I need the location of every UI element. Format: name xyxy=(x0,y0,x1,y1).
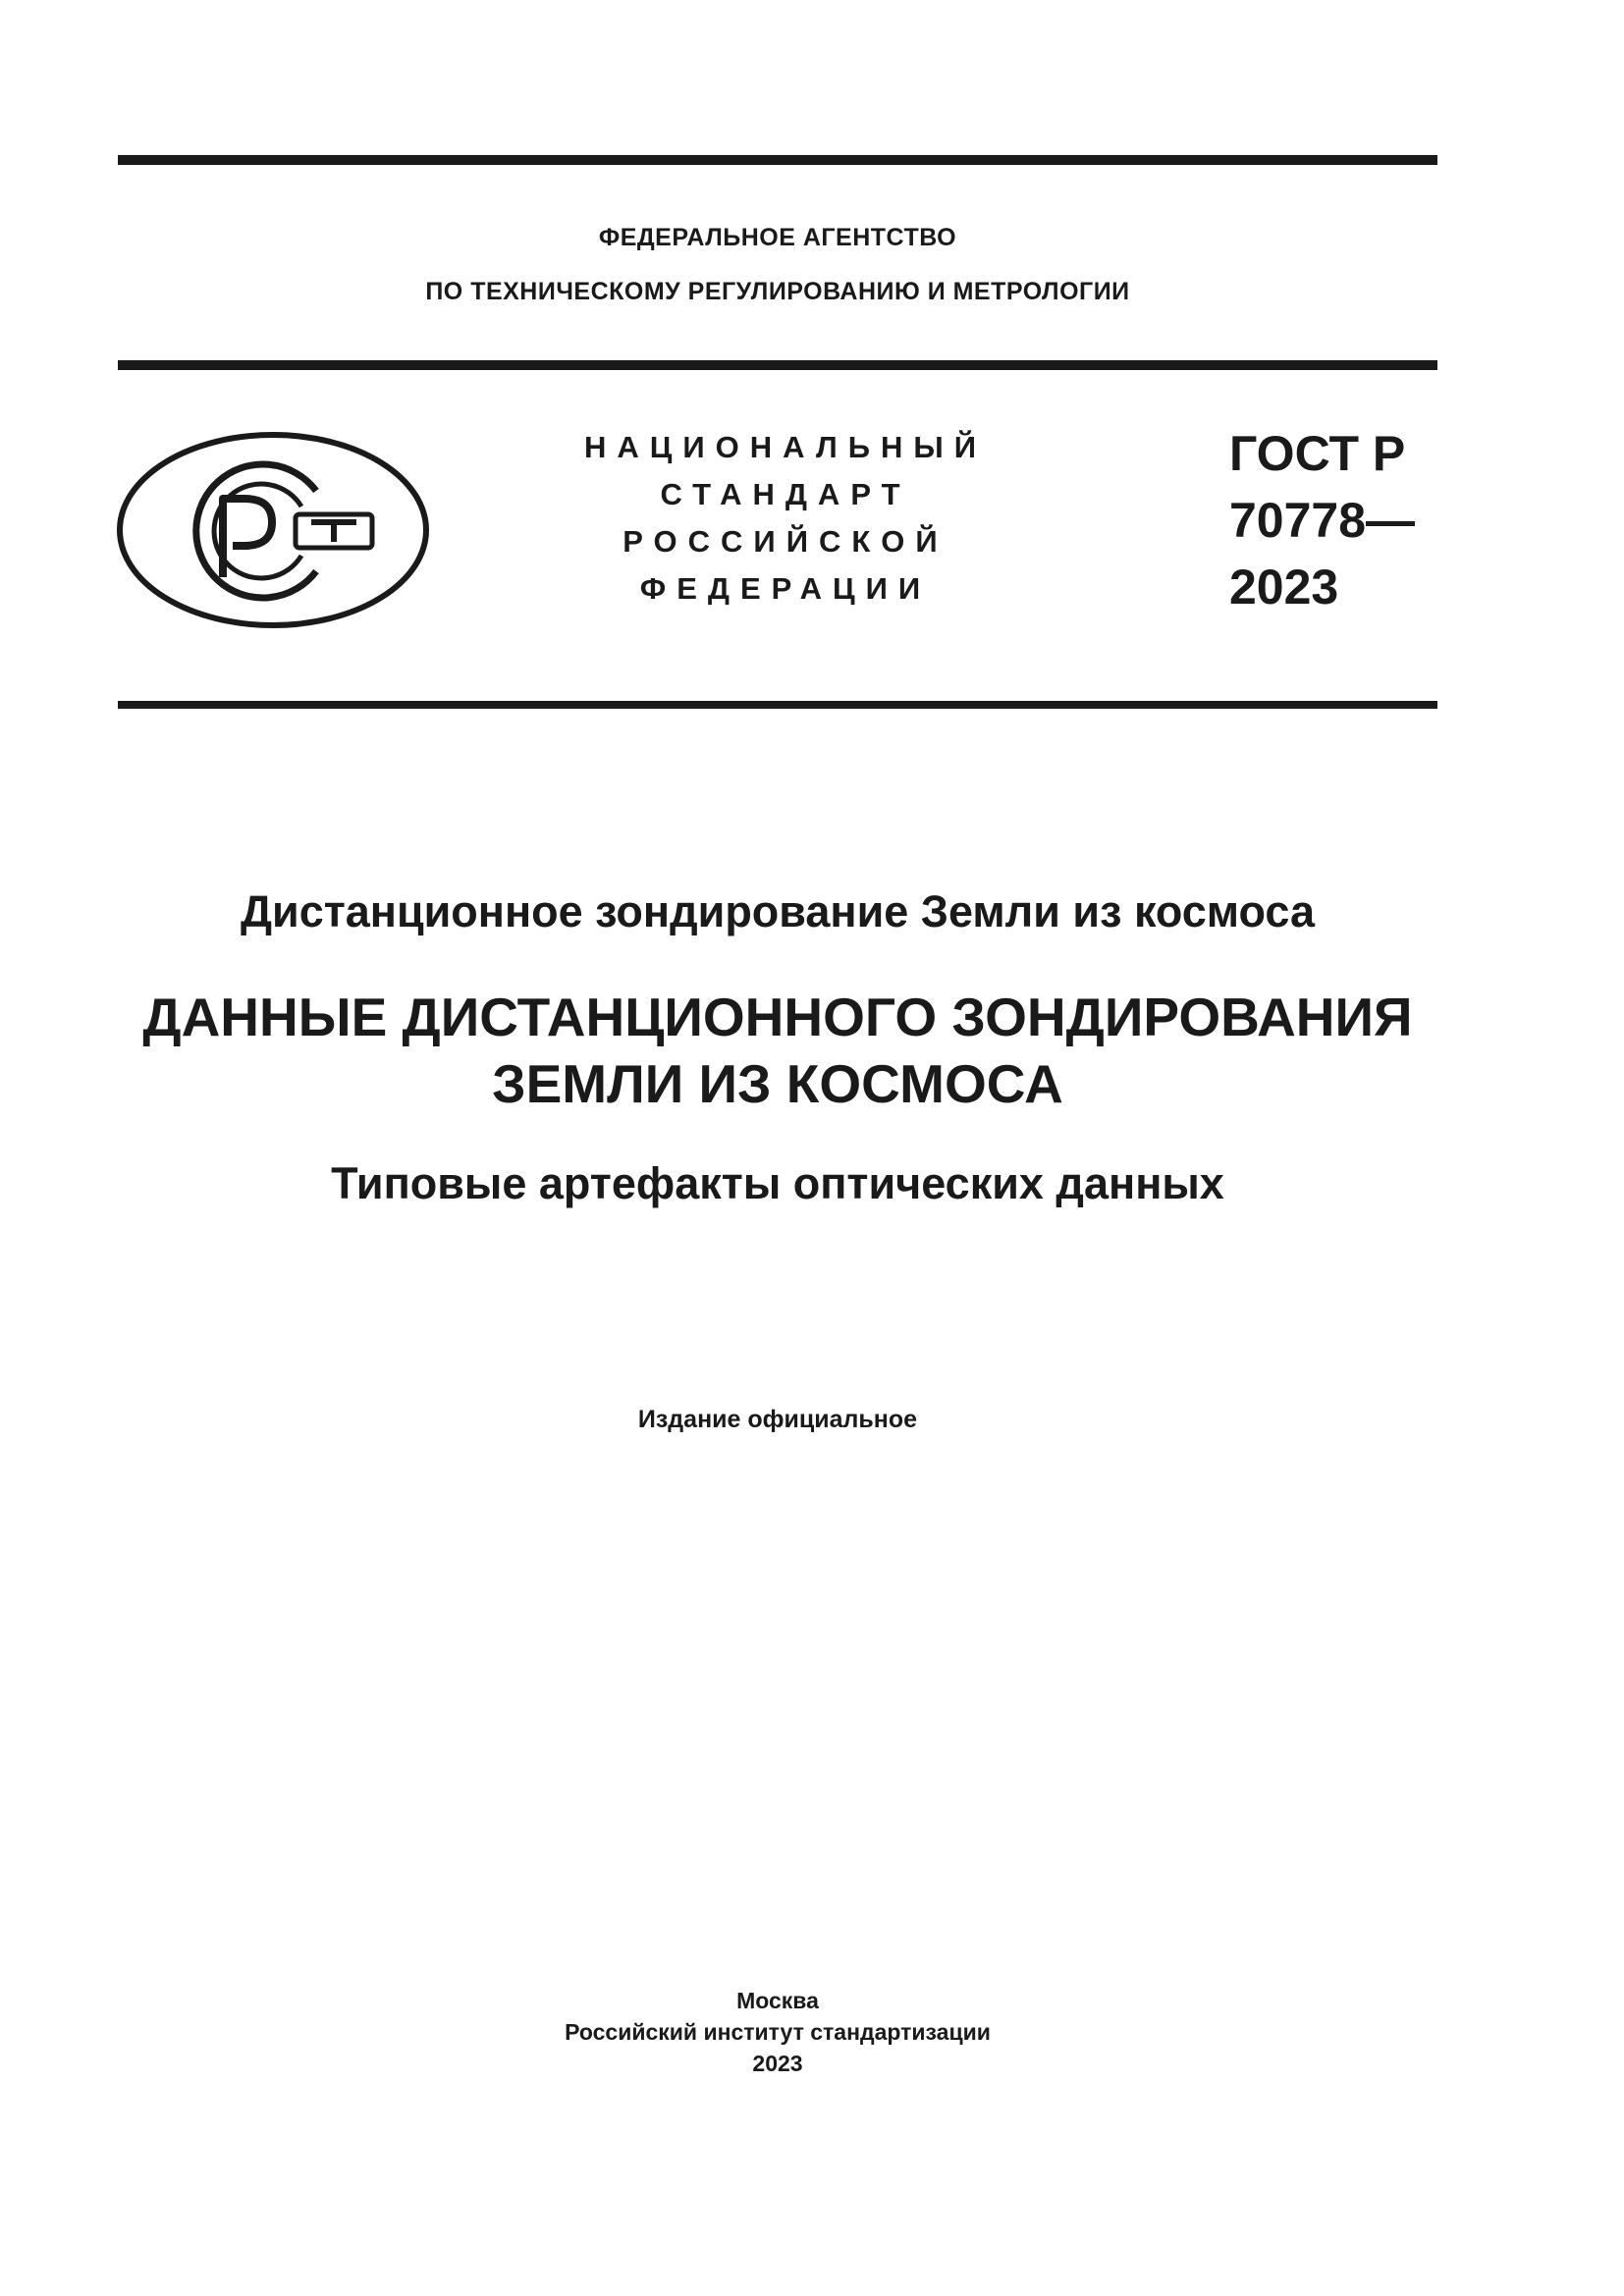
rst-certification-logo-icon xyxy=(115,430,431,631)
agency-name-line1: ФЕДЕРАЛЬНОЕ АГЕНТСТВО xyxy=(598,224,957,251)
top-rule xyxy=(118,155,1437,165)
national-standard-line: РОССИЙСКОЙ xyxy=(623,524,948,559)
edition-label: Издание официальное xyxy=(637,1406,918,1433)
national-standard-line: ФЕДЕРАЦИИ xyxy=(639,571,932,606)
title-subject: Дистанционное зондирование Земли из космоса xyxy=(240,886,1316,936)
title-main-line1: ДАННЫЕ ДИСТАНЦИОННОГО ЗОНДИРОВАНИЯ xyxy=(142,987,1413,1047)
agency-name-line2: ПО ТЕХНИЧЕСКОМУ РЕГУЛИРОВАНИЮ И МЕТРОЛОГИИ xyxy=(425,278,1130,305)
imprint-year: 2023 xyxy=(752,2051,803,2076)
imprint-city: Москва xyxy=(736,1988,819,2013)
national-standard-label xyxy=(530,424,1041,613)
block-bottom-rule xyxy=(118,701,1437,709)
designation-line: 70778— xyxy=(1229,493,1416,548)
title-part: Типовые артефакты оптических данных xyxy=(331,1158,1224,1208)
standard-designation xyxy=(1229,420,1415,620)
imprint-publisher: Российский институт стандартизации xyxy=(565,2019,991,2045)
designation-line: ГОСТ Р xyxy=(1229,426,1406,481)
title-main-line2: ЗЕМЛИ ИЗ КОСМОСА xyxy=(492,1053,1063,1114)
national-standard-line: СТАНДАРТ xyxy=(660,477,911,511)
national-standard-line: НАЦИОНАЛЬНЫЙ xyxy=(583,430,988,464)
header-rule xyxy=(118,360,1437,370)
designation-line: 2023 xyxy=(1229,560,1339,614)
